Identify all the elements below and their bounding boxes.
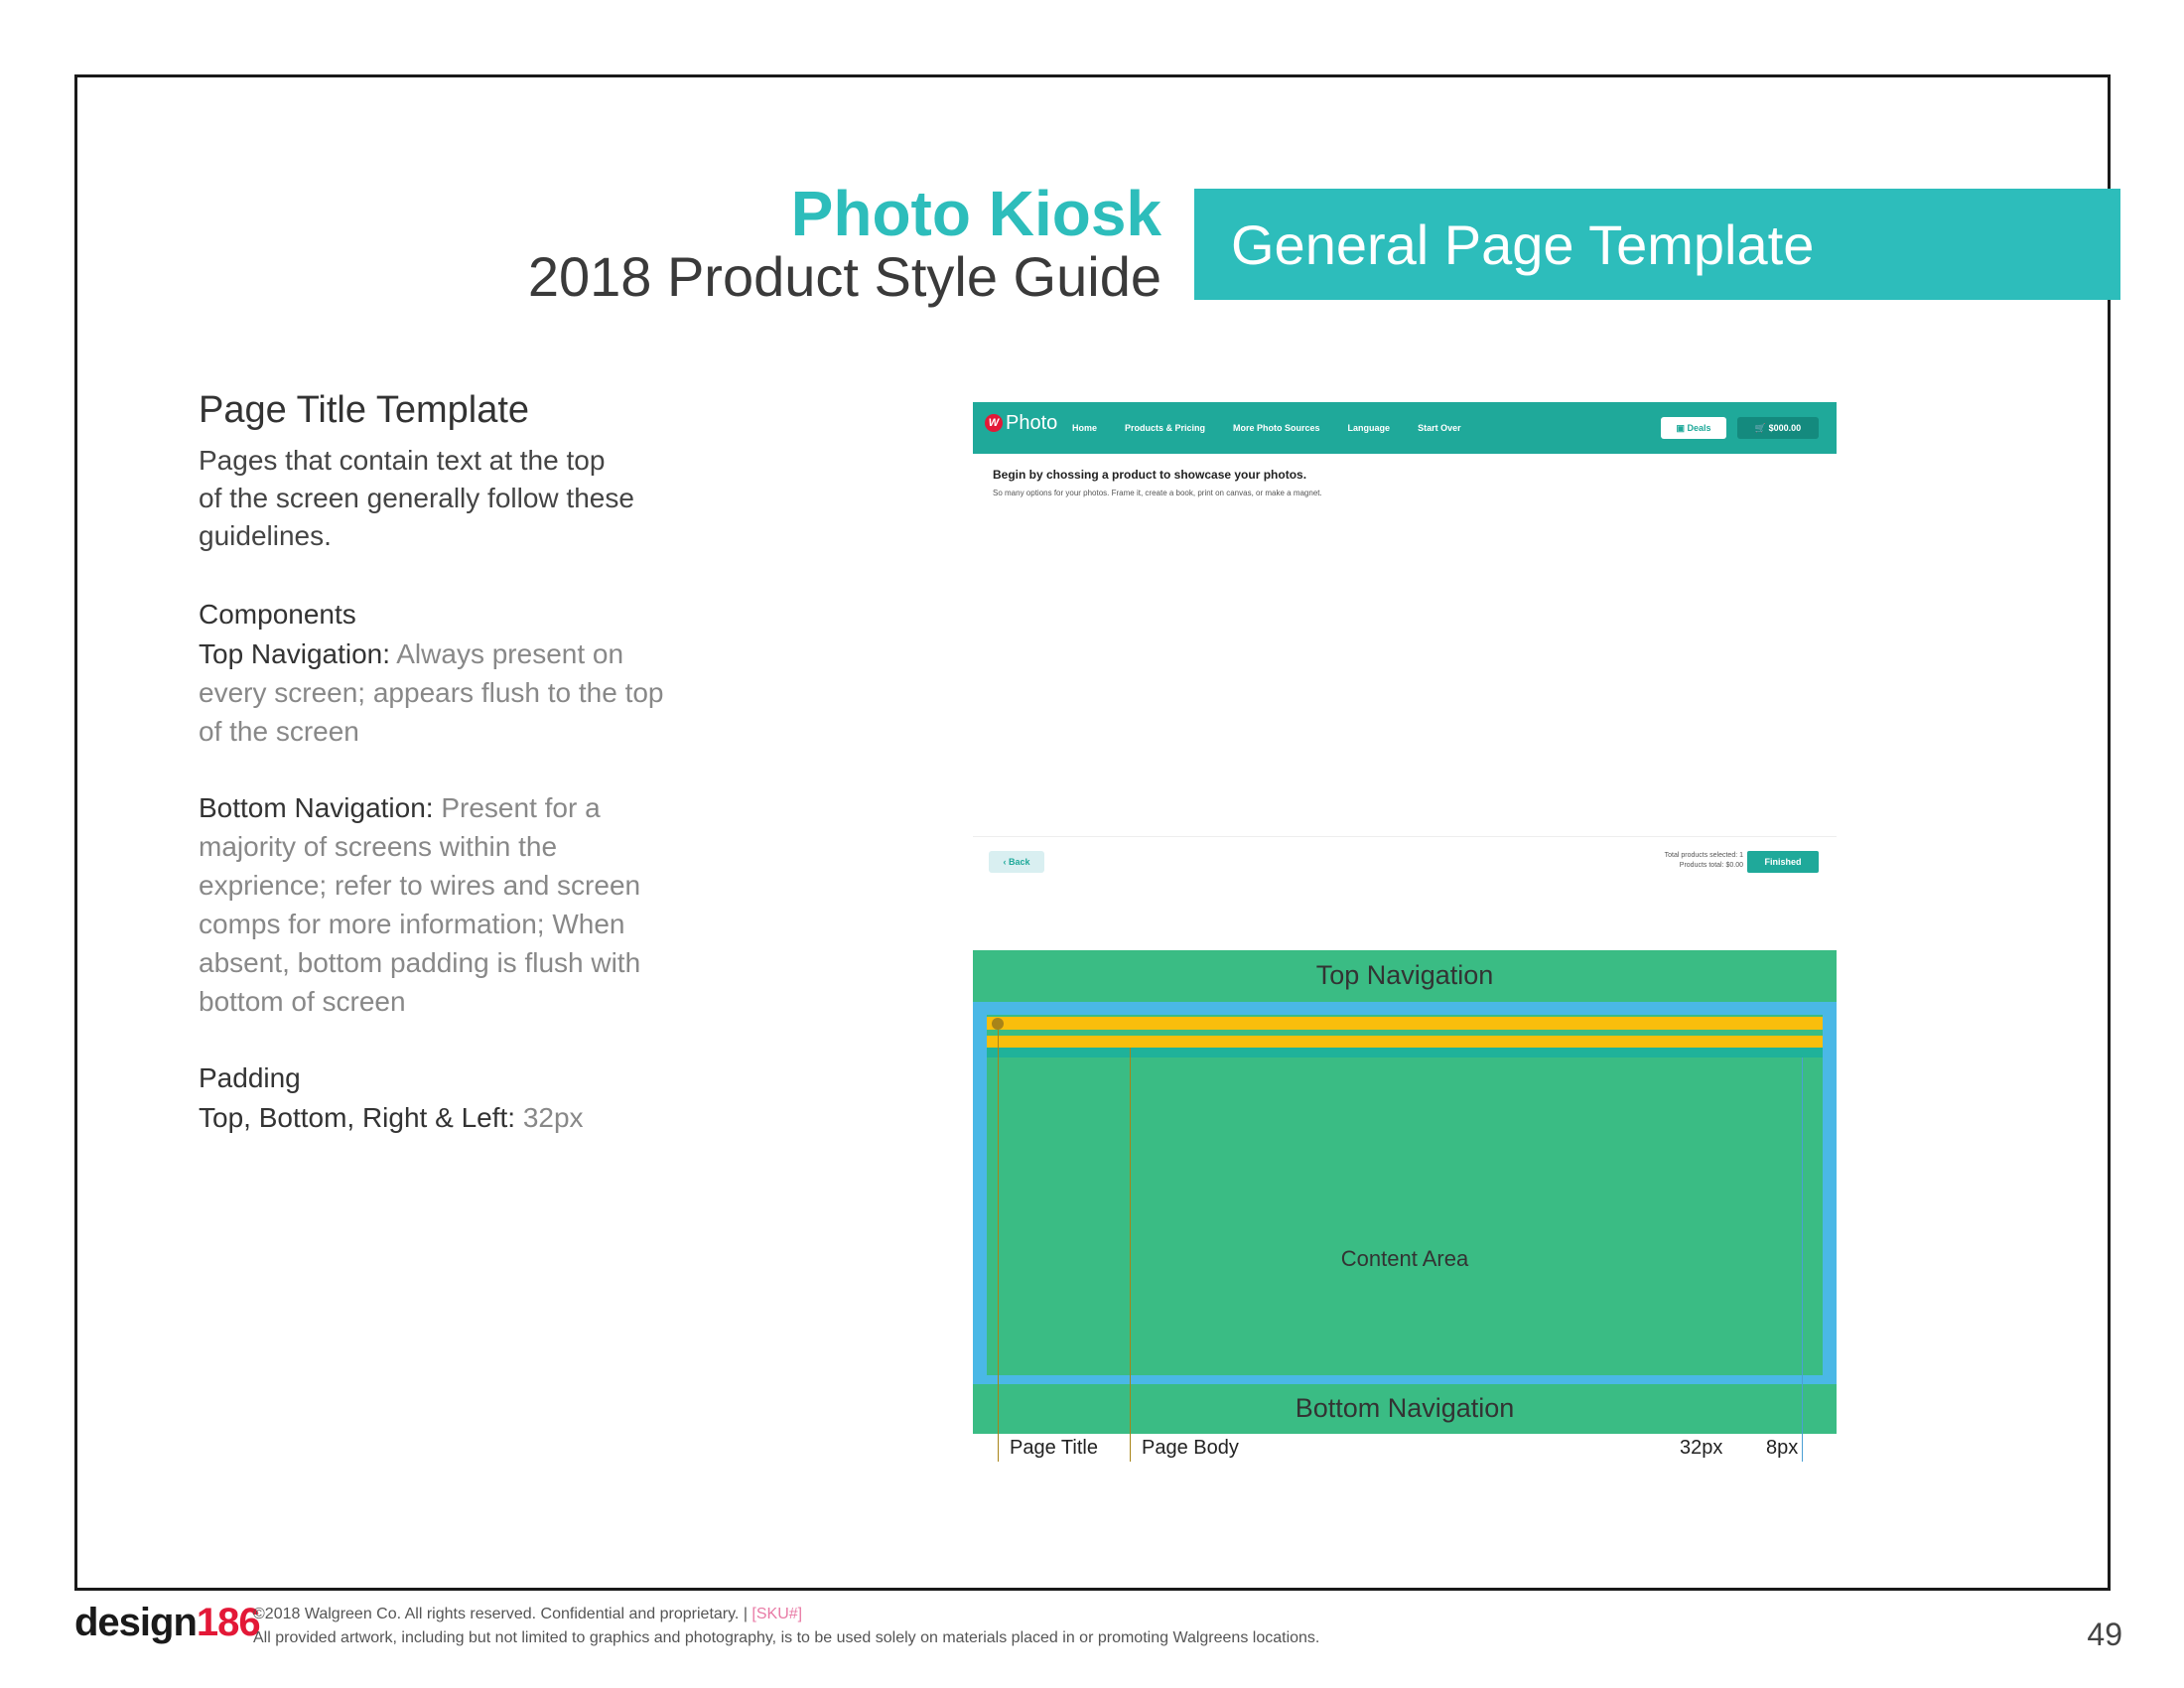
- mock-nav-products[interactable]: Products & Pricing: [1125, 423, 1206, 433]
- section-banner-title: General Page Template: [1231, 213, 1815, 276]
- padding-leader-line: [1802, 1057, 1803, 1462]
- page-title-leader-line: [998, 1024, 999, 1462]
- intro-line-2: of the screen generally follow these: [199, 483, 634, 513]
- wireframe-content-label: Content Area: [1340, 1246, 1469, 1271]
- mock-nav-photo-sources[interactable]: More Photo Sources: [1233, 423, 1320, 433]
- mock-nav-home[interactable]: Home: [1072, 423, 1098, 433]
- section-banner: [1194, 189, 2120, 300]
- padding-label: Top, Bottom, Right & Left:: [199, 1102, 516, 1133]
- walgreens-logo-icon: W: [985, 414, 1003, 432]
- top-nav-description: [199, 634, 665, 751]
- mock-deals-button[interactable]: [1661, 417, 1726, 439]
- intro-line-1: Pages that contain text at the top: [199, 445, 606, 476]
- wireframe-content-area: [987, 1015, 1823, 1375]
- mock-back-button[interactable]: [989, 851, 1044, 873]
- mock-total-selected: Total products selected: 1: [1664, 852, 1743, 859]
- wireframe-bottom-navigation: [973, 1384, 1837, 1434]
- wireframe-top-nav-label: Top Navigation: [1315, 960, 1494, 990]
- layout-wireframe: [973, 950, 1837, 1501]
- chevron-left-icon: ‹: [1003, 857, 1009, 867]
- wireframe-bottom-nav-label: Bottom Navigation: [1295, 1393, 1515, 1423]
- guideline-text: [199, 389, 665, 1137]
- wireframe-page-title-bar: [987, 1017, 1823, 1030]
- mock-top-navigation: [973, 402, 1837, 454]
- brand-subtitle: 2018 Product Style Guide: [527, 245, 1161, 308]
- logo-word: design: [74, 1601, 197, 1644]
- mock-nav-items: [1072, 423, 1461, 433]
- usage-notice: All provided artwork, including but not limited to graphics and photography, is to be used solely on materials placed in or promoting Walgreens locations.: [253, 1629, 1320, 1646]
- mock-divider: [973, 836, 1837, 837]
- design186-logo: [74, 1601, 260, 1645]
- logo-number: 186: [196, 1601, 260, 1644]
- mock-cart-total: $000.00: [1768, 423, 1802, 433]
- page-title-marker-dot: [992, 1018, 1004, 1030]
- page-body-leader-line: [1130, 1048, 1131, 1462]
- bottom-nav-description: [199, 788, 665, 1021]
- mock-totals: [1665, 851, 1743, 871]
- components-heading: Components: [199, 599, 356, 630]
- mock-deals-label: Deals: [1687, 423, 1711, 433]
- padding-value: 32px: [515, 1102, 584, 1133]
- wireframe-spacing-bar: [987, 1048, 1823, 1057]
- wireframe-page-body-bar: [987, 1036, 1823, 1048]
- mock-nav-start-over[interactable]: Start Over: [1418, 423, 1461, 433]
- mock-headline: Begin by chossing a product to showcase your photos.: [993, 468, 1307, 482]
- page-number: 49: [2087, 1617, 2122, 1652]
- wireframe-top-navigation: [973, 950, 1837, 1002]
- label-page-body: Page Body: [1142, 1437, 1239, 1459]
- intro-line-3: guidelines.: [199, 520, 332, 551]
- bottom-nav-label: Bottom Navigation:: [199, 792, 434, 823]
- padding-description: [199, 1098, 665, 1137]
- deals-icon: ▣: [1676, 423, 1688, 433]
- kiosk-screen-example: [973, 402, 1837, 909]
- label-page-title: Page Title: [1010, 1437, 1098, 1459]
- mock-cart-button[interactable]: [1737, 417, 1819, 439]
- mock-nav-language[interactable]: Language: [1347, 423, 1391, 433]
- mock-finished-button[interactable]: Finished: [1747, 851, 1819, 873]
- mock-logo-text: Photo: [1006, 412, 1058, 434]
- copyright-text: ©2018 Walgreen Co. All rights reserved. Confidential and proprietary. |: [253, 1606, 752, 1622]
- top-nav-text: Always present on every screen; appears flush to the top of the screen: [199, 638, 664, 747]
- mock-products-total: Products total: $0.00: [1679, 862, 1743, 869]
- copyright-line: [253, 1606, 802, 1623]
- label-8px: 8px: [1766, 1437, 1799, 1459]
- mock-back-label: Back: [1008, 857, 1030, 867]
- brand-title: Photo Kiosk: [790, 178, 1161, 249]
- sku-placeholder: [SKU#]: [751, 1606, 803, 1622]
- label-32px: 32px: [1680, 1437, 1723, 1459]
- section-heading: Page Title Template: [199, 389, 530, 431]
- top-nav-label: Top Navigation:: [199, 638, 391, 669]
- padding-heading: Padding: [199, 1062, 301, 1093]
- bottom-nav-text: Present for a majority of screens within the exprience; refer to wires and screen comps for more information; When absent, bottom padding is flush with bottom of screen: [199, 792, 641, 1017]
- mock-subline: So many options for your photos. Frame it, create a book, print on canvas, or make a magnet.: [993, 489, 1322, 497]
- cart-icon: 🛒: [1754, 423, 1769, 433]
